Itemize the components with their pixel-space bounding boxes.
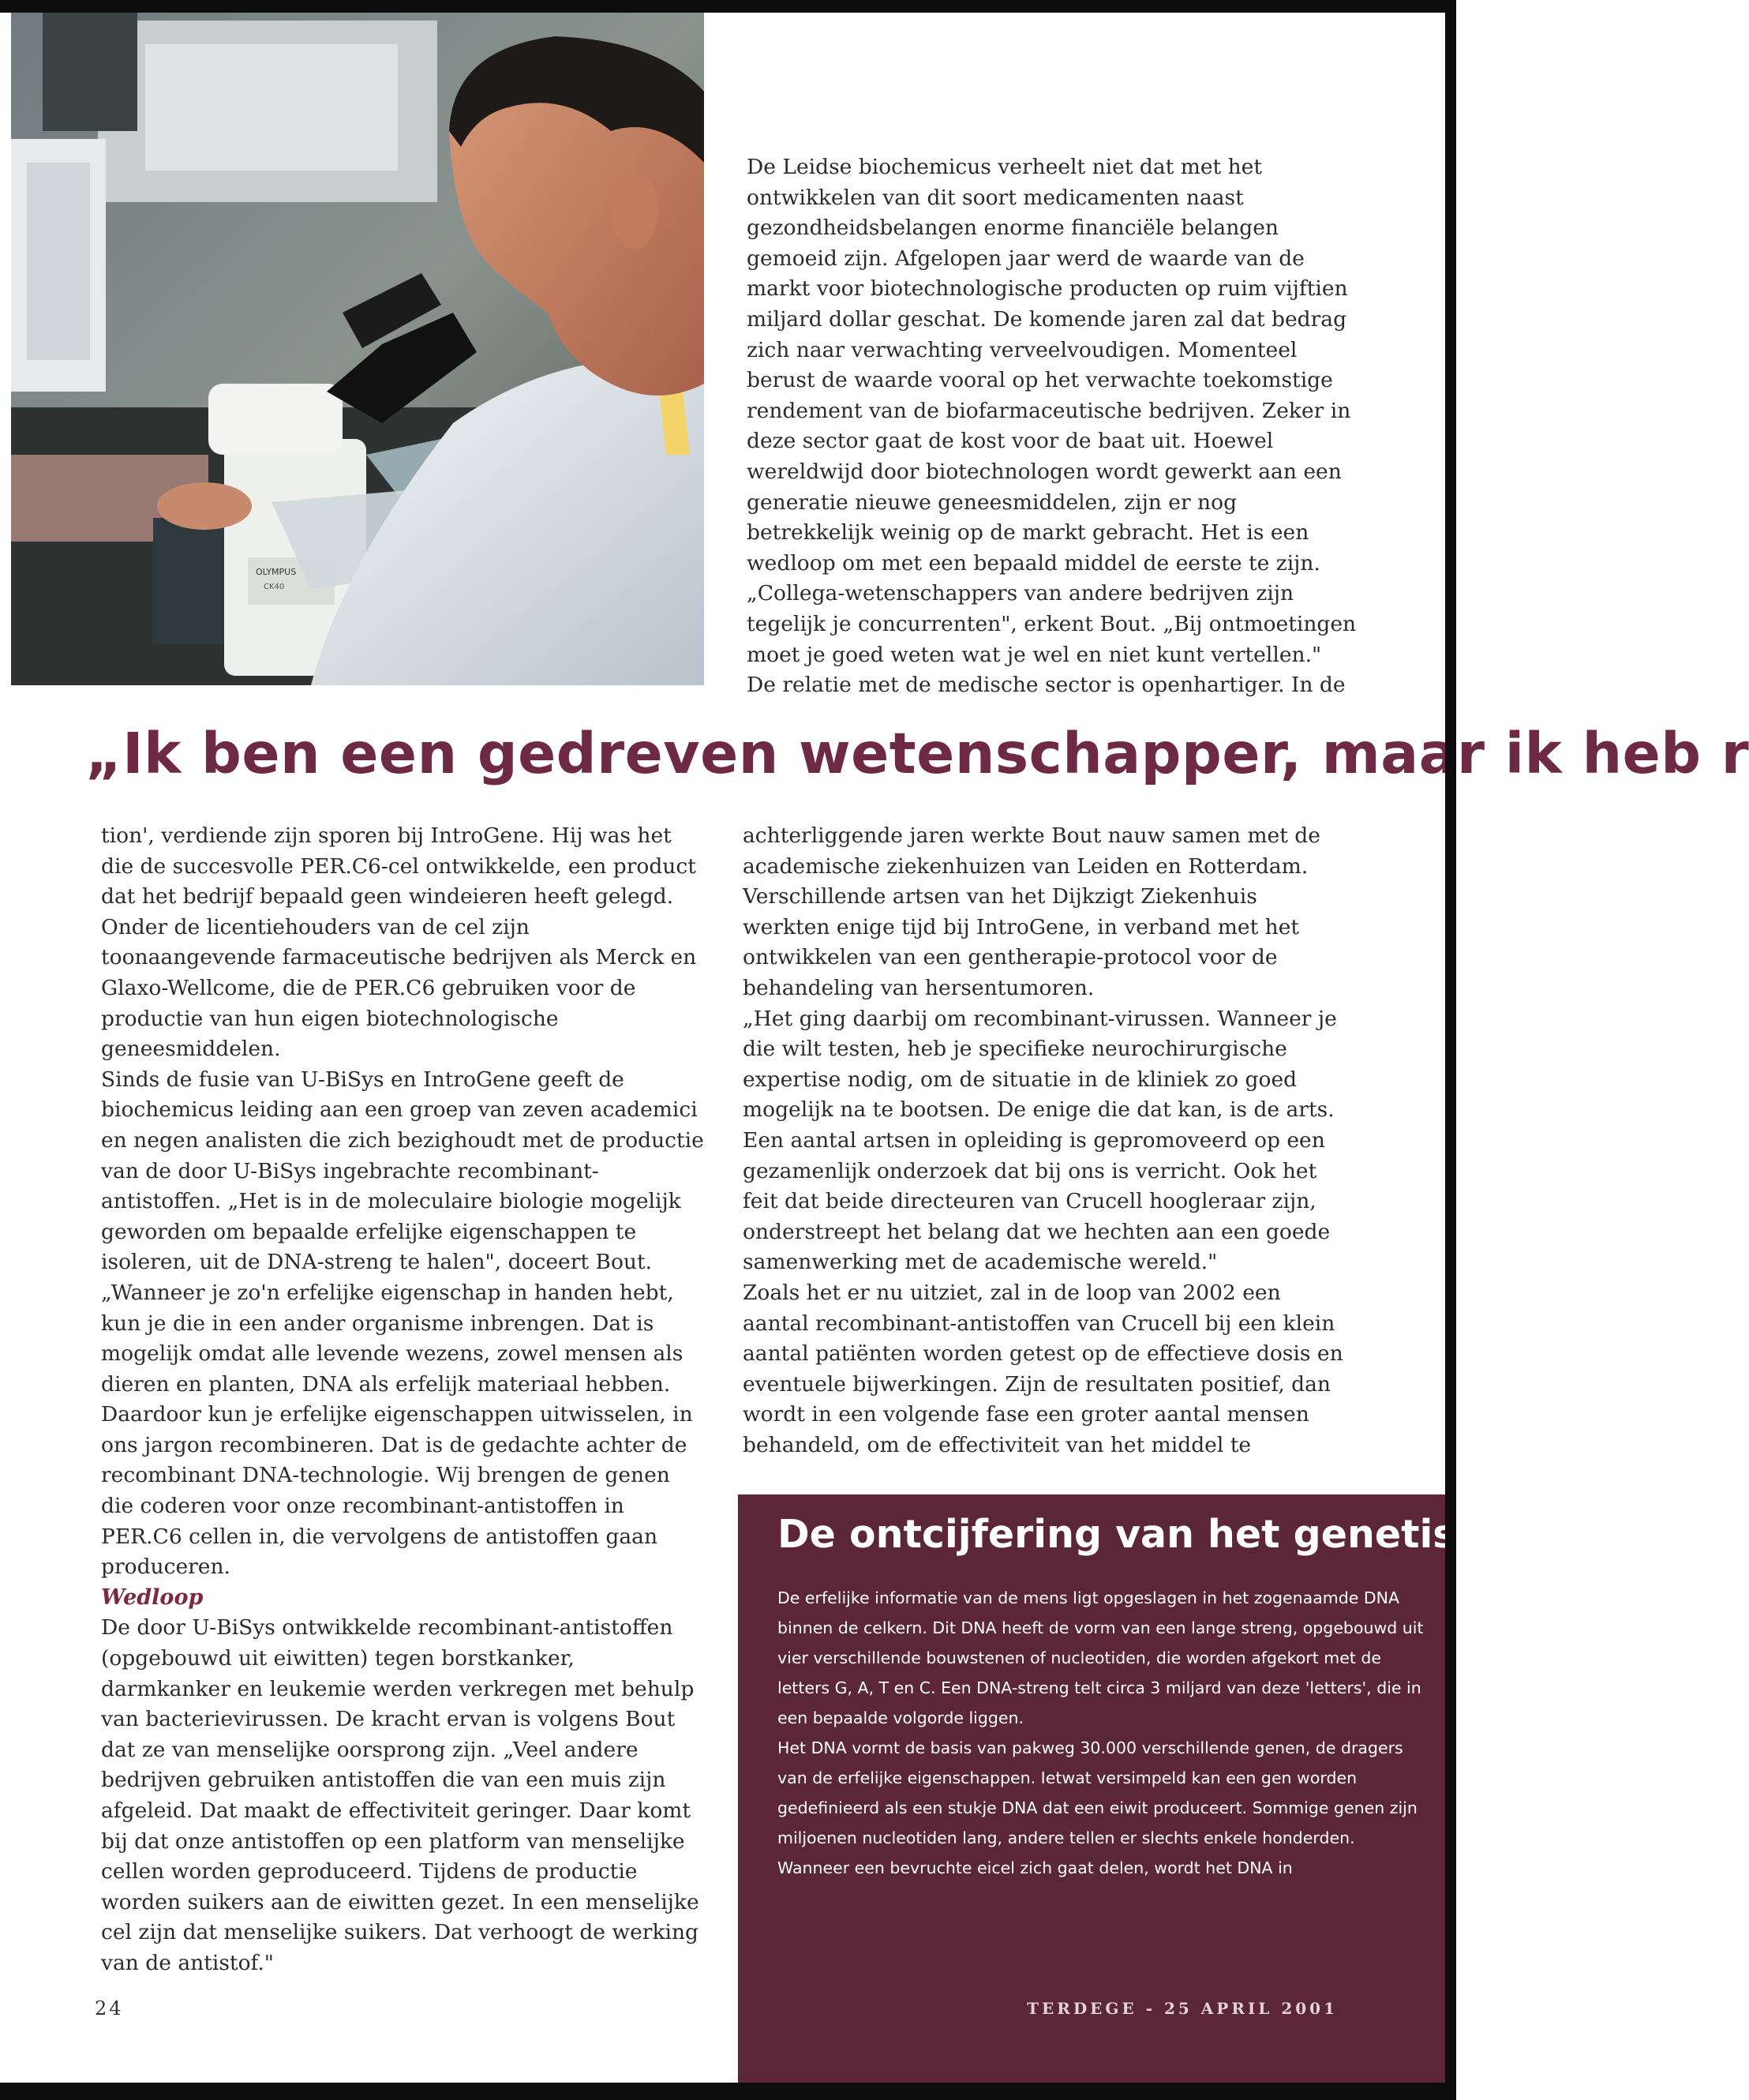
scientist-microscope-image (11, 13, 704, 685)
sidebar-paragraph-3: Wanneer een bevruchte eicel zich gaat delen, wordt het DNA in (777, 1858, 1293, 1877)
left-paragraph-3: De door U-BiSys ontwikkelde recombinant-antistoffen (opgebouwd uit eiwitten) tegen borstkanker, darmkanker en leukemie werden verkregen met behulp van bacterievirussen. De kracht ervan is volgens Bout dat ze van menselijke oorsprong zijn. „Veel andere bedrijven gebruiken antistoffen die van een muis zijn afgeleid. Dat maakt de effectiviteit geringer. Daar komt bij dat onze antistoffen op een platform van menselijke cellen worden geproduceerd. Tijdens de productie worden suikers aan de eiwitten gezet. In een menselijke cel zijn dat menselijke suikers. Dat verhoogt de werking van de antistof." (101, 1615, 699, 1975)
left-paragraph-2: Sinds de fusie van U-BiSys en IntroGene geeft de biochemicus leiding aan een groep van zeven academici en negen analisten die zich bezighoudt met de productie van de door U-BiSys ingebrachte recombinant-antistoffen. „Het is in de moleculaire biologie mogelijk geworden om bepaalde erfelijke eigenschappen te isoleren, uit de DNA-streng te halen", doceert Bout. „Wanneer je zo'n erfelijke eigenschap in handen hebt, kun je die in een ander organisme inbrengen. Dat is mogelijk omdat alle levende wezens, zowel mensen als dieren en planten, DNA als erfelijk materiaal hebben. Daardoor kun je erfelijke eigenschappen uitwisselen, in ons jargon recombineren. Dat is de gedachte achter de recombinant DNA-technologie. Wij brengen de genen die coderen voor onze recombinant-antistoffen in PER.C6 cellen in, die vervolgens de antistoffen gaan produceren. (101, 1067, 704, 1580)
sidebar-box-title: De ontcijfering van het genetisch a (777, 1512, 1546, 1557)
headline-container (85, 714, 1749, 801)
microscope-brand-label: OLYMPUS (256, 567, 297, 577)
headline: „Ik ben een gedreven wetenschapper, maar ik heb r (85, 721, 1749, 786)
sidebar-paragraph-1: De erfelijke informatie van de mens ligt opgeslagen in het zogenaamde DNA binnen de celkern. Dit DNA heeft de vorm van een lange streng, opgebouwd uit vier verschillende bouwstenen of nucleotiden, die worden afgekort met de letters G, A, T en C. Een DNA-streng telt circa 3 miljard van deze 'letters', die in een bepaalde volgorde liggen. (777, 1588, 1424, 1727)
intro-paragraph: De Leidse biochemicus verheelt niet dat met het ontwikkelen van dit soort medicamenten naast gezondheidsbelangen enorme financiële belangen gemoeid zijn. Afgelopen jaar werd de waarde van de markt voor biotechnologische producten op ruim vijftien miljard dollar geschat. De komende jaren zal dat bedrag zich naar verwachting verveelvoudigen. Momenteel berust de waarde vooral op het verwachte toekomstige rendement van de biofarmaceutische bedrijven. Zeker in deze sector gaat de kost voor de baat uit. Hoewel wereldwijd door biotechnologen wordt gewerkt aan een generatie nieuwe geneesmiddelen, zijn er nog betrekkelijk weinig op de markt gebracht. Het is een wedloop om met een bepaald middel de eerste te zijn. „Collega-wetenschappers van andere bedrijven zijn tegelijk je concurrenten", erkent Bout. „Bij ontmoetingen moet je goed weten wat je wel en niet kunt vertellen." (747, 155, 1357, 667)
footer-credit: TERDEGE - 25 APRIL 2001 (1027, 1999, 1338, 2018)
page-number: 24 (95, 1997, 124, 2019)
left-paragraph-1: tion', verdiende zijn sporen bij IntroGene. Hij was het die de succesvolle PER.C6-cel ontwikkelde, een product dat het bedrijf bepaald geen windeieren heeft gelegd. Onder de licentiehouders van de cel zijn toonaangevende farmaceutische bedrijven als Merck en Glaxo-Wellcome, die de PER.C6 gebruiken voor de productie van hun eigen biotechnologische geneesmiddelen. (101, 823, 697, 1062)
left-column (101, 821, 709, 1979)
sidebar-paragraph-2: Het DNA vormt de basis van pakweg 30.000 verschillende genen, de dragers van de erfelijke eigenschappen. Ietwat versimpeld kan een gen worden gedefinieerd als een stukje DNA dat een eiwit produceert. Sommige genen zijn miljoenen nucleotiden lang, andere tellen er slechts enkele honderden. (777, 1738, 1418, 1847)
right-paragraph-1: achterliggende jaren werkte Bout nauw samen met de academische ziekenhuizen van Leiden en Rotterdam. Verschillende artsen van het Dijkzigt Ziekenhuis werkten enige tijd bij IntroGene, in verband met het ontwikkelen van een gentherapie-protocol voor de behandeling van hersentumoren. (743, 823, 1320, 1000)
lab-photo (11, 13, 704, 685)
sidebar-box-text (777, 1583, 1426, 1883)
intro-column (747, 152, 1362, 701)
right-column (743, 821, 1350, 1461)
right-paragraph-2: „Het ging daarbij om recombinant-virussen. Wanneer je die wilt testen, heb je specifieke neurochirurgische expertise nodig, om de situatie in de kliniek zo goed mogelijk na te bootsen. De enige die dat kan, is de arts. Een aantal artsen in opleiding is gepromoveerd op een gezamenlijk onderzoek dat bij ons is verricht. Ook het feit dat beide directeuren van Crucell hoogleraar zijn, onderstreept het belang dat we hechten aan een goede samenwerking met de academische wereld." (743, 1006, 1337, 1275)
right-paragraph-3: Zoals het er nu uitziet, zal in de loop van 2002 een aantal recombinant-antistoffen van Crucell bij een klein aantal patiënten worden getest op de effectieve dosis en eventuele bijwerkingen. Zijn de resultaten positief, dan wordt in een volgende fase een groter aantal mensen behandeld, om de effectiviteit van het middel te (743, 1280, 1343, 1457)
sidebar-box (738, 1494, 1546, 2083)
subheading-wedloop: Wedloop (101, 1584, 204, 1610)
intro-last-line: De relatie met de medische sector is openhartiger. In de (747, 673, 1346, 698)
microscope-model-label: CK40 (264, 583, 285, 591)
